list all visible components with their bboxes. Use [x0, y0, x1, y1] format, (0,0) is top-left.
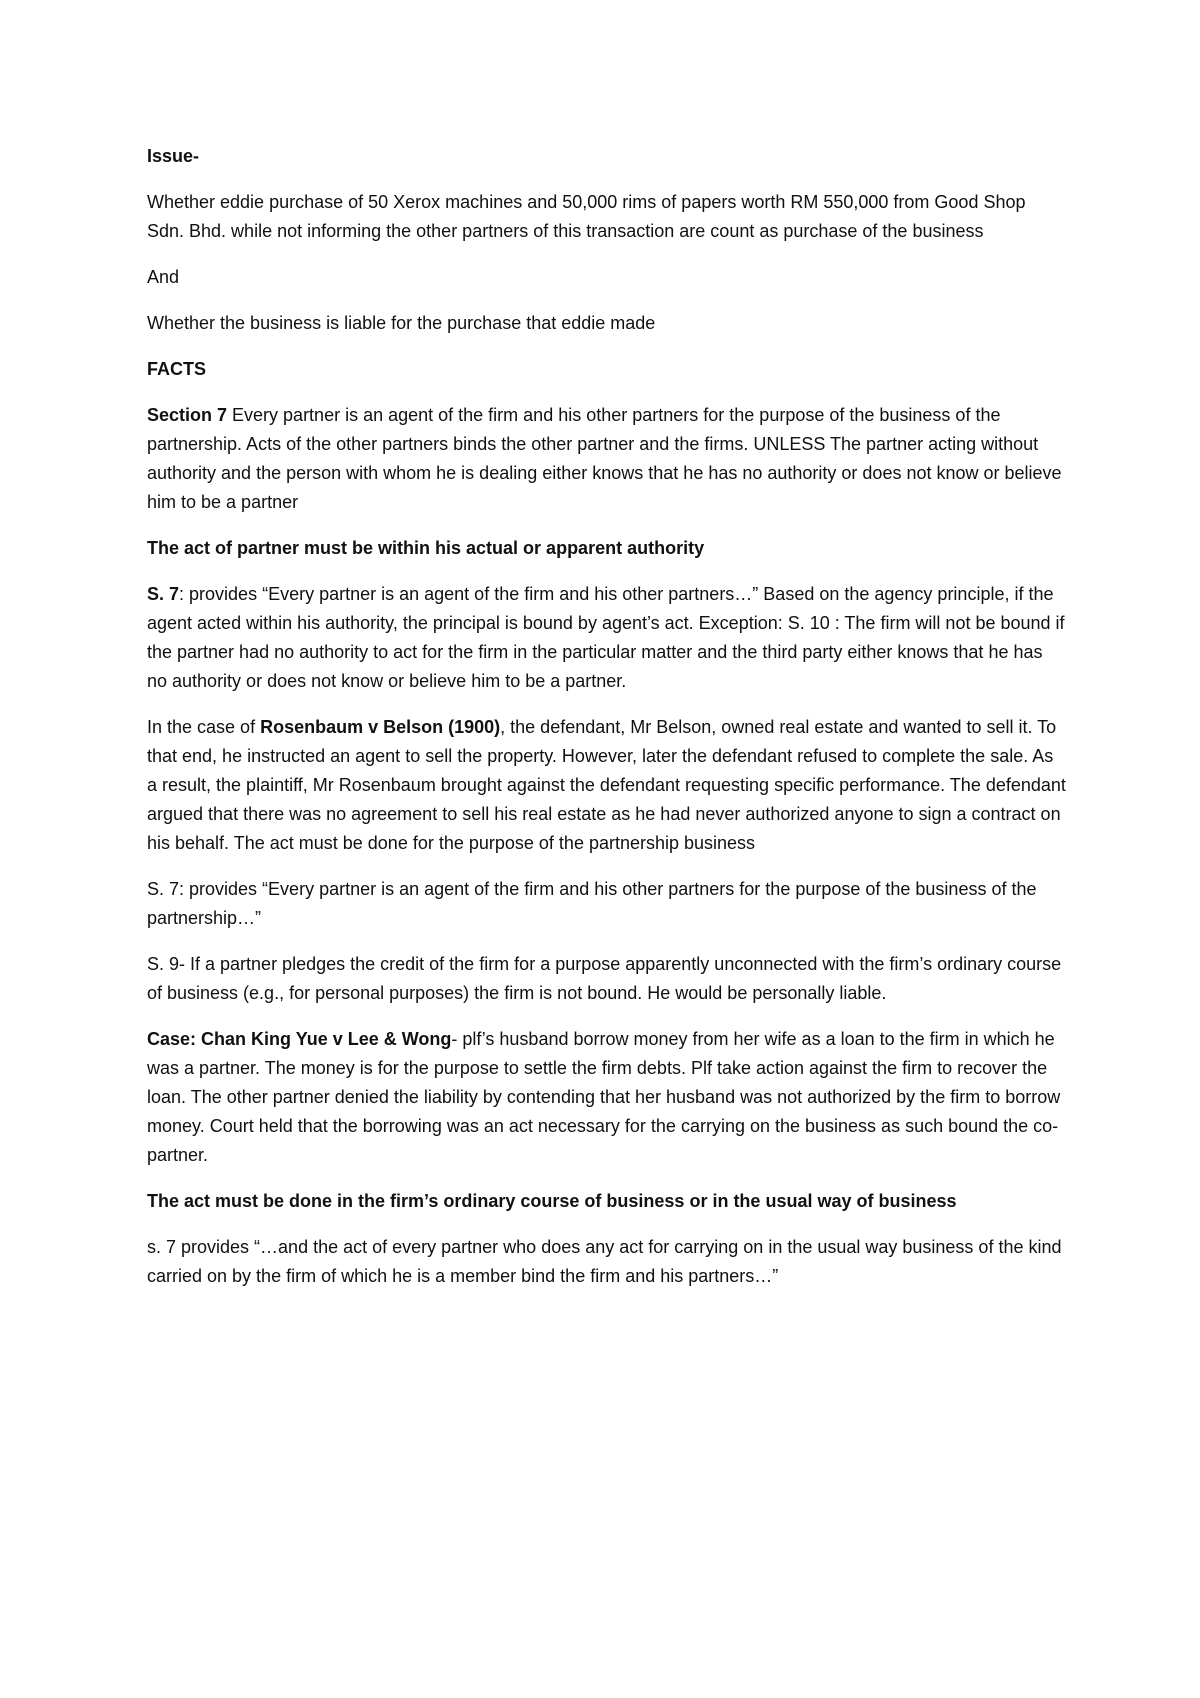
section-7-text: Every partner is an agent of the firm and his other partners for the purpose of the business of the partnership. Acts of the other partners binds the other partner and the firms. UNLESS The partner acting without authority and the person with whom he is dealing either knows that he has no authority or does not know or believe him to be a partner: [147, 405, 1062, 512]
s7-purpose-paragraph: S. 7: provides “Every partner is an agent of the firm and his other partners for the purpose of the business of the partnership…”: [147, 879, 1037, 928]
authority-heading: The act of partner must be within his actual or apparent authority: [147, 538, 705, 558]
s7-usual-way-paragraph: s. 7 provides “…and the act of every partner who does any act for carrying on in the usual way business of the kind carried on by the firm of which he is a member bind the firm and his partners…”: [147, 1237, 1062, 1286]
section-7-label: Section 7: [147, 405, 228, 425]
s7-authority-text: : provides “Every partner is an agent of the firm and his other partners…” Based on the agency principle, if the agent acted within his authority, the principal is bound by agent’s act. Exception: S. 10 : The firm will not be bound if the partner had no authority to act for the firm in the particular matter and the third party either knows that he has no authority or does not know or believe him to be a partner.: [147, 584, 1065, 691]
chan-king-yue-case-name: Case: Chan King Yue v Lee & Wong: [147, 1029, 452, 1049]
section-7-paragraph: [147, 401, 1067, 517]
ordinary-course-heading: The act must be done in the firm’s ordinary course of business or in the usual way of business: [147, 1191, 957, 1211]
document-page: [147, 142, 1067, 1308]
rosenbaum-case-text: , the defendant, Mr Belson, owned real estate and wanted to sell it. To that end, he instructed an agent to sell the property. However, later the defendant refused to complete the sale. As a result, the plaintiff, Mr Rosenbaum brought against the defendant requesting specific performance. The defendant argued that there was no agreement to sell his real estate as he had never authorized anyone to sign a contract on his behalf. The act must be done for the purpose of the partnership business: [147, 717, 1066, 853]
chan-king-yue-case-text: - plf’s husband borrow money from her wife as a loan to the firm in which he was a partner. The money is for the purpose to settle the firm debts. Plf take action against the firm to recover the loan. The other partner denied the liability by contending that her husband was not authorized by the firm to borrow money. Court held that the borrowing was an act necessary for the carrying on the business as such bound the co- partner.: [147, 1029, 1061, 1165]
rosenbaum-intro: In the case of: [147, 717, 261, 737]
issue-question-2: Whether the business is liable for the purchase that eddie made: [147, 313, 656, 333]
and-connector: And: [147, 267, 180, 287]
facts-heading: FACTS: [147, 359, 207, 379]
s9-paragraph: S. 9- If a partner pledges the credit of the firm for a purpose apparently unconnected with the firm’s ordinary course of business (e.g., for personal purposes) the firm is not bound. He would be personally liable.: [147, 954, 1062, 1003]
chan-king-yue-case-paragraph: [147, 1025, 1067, 1170]
rosenbaum-case-paragraph: [147, 713, 1067, 858]
rosenbaum-case-name: Rosenbaum v Belson (1900): [260, 717, 501, 737]
s7-authority-label: S. 7: [147, 584, 180, 604]
s7-authority-paragraph: [147, 580, 1067, 696]
issue-question-1: Whether eddie purchase of 50 Xerox machines and 50,000 rims of papers worth RM 550,000 from Good Shop Sdn. Bhd. while not informing the other partners of this transaction are count as purchase of the business: [147, 192, 1026, 241]
issue-heading: Issue-: [147, 146, 200, 166]
